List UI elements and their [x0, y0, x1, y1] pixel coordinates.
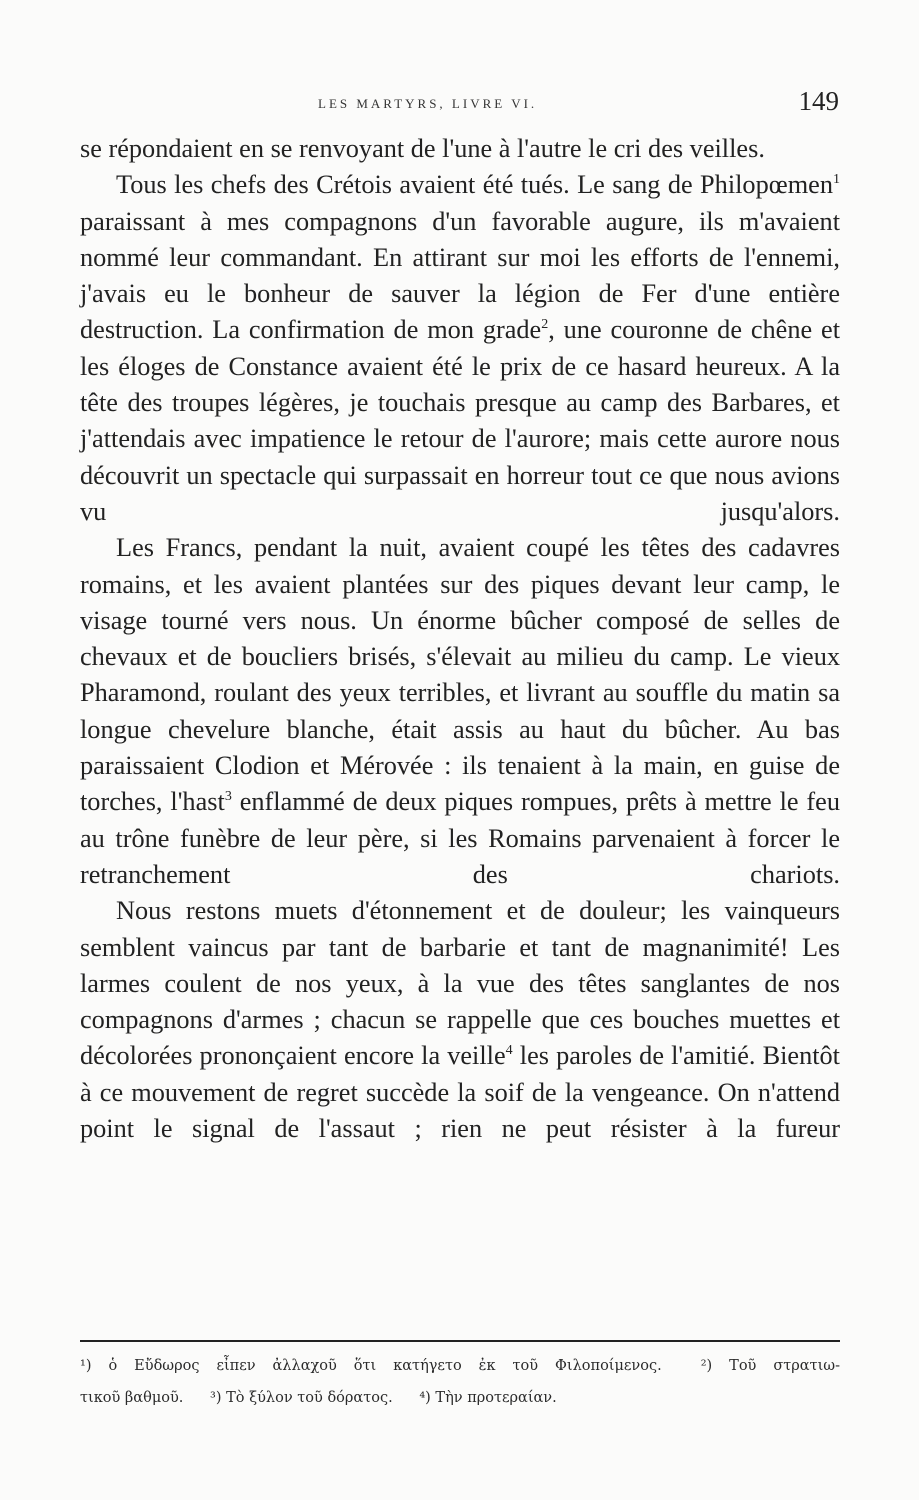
paragraph-1-text: se répondaient en se renvoyant de l'une à l'autre le cri des veilles. [80, 134, 765, 163]
page-number: 149 [798, 86, 839, 116]
footnote-3 [210, 1390, 393, 1406]
paragraph-3 [80, 530, 840, 893]
paragraph-1 [80, 131, 840, 167]
footnote-4-marker: ⁴) [419, 1390, 431, 1406]
footnote-3-marker: ³) [210, 1390, 222, 1406]
footnote-line-2 [80, 1382, 840, 1414]
footnotes [80, 1350, 840, 1414]
footnote-4 [419, 1390, 556, 1406]
footnote-ref-3: 3 [224, 789, 232, 805]
footnote-2-end: τικοῦ βαθμοῦ. [80, 1390, 184, 1406]
paragraph-4-text-a: Nous restons muets d'étonnement et de douleur; les vainqueurs semblent vaincus par tant de barbarie et tant de magnanimité! Les larmes coulent de nos yeux, à la vue des têtes sanglantes de nos compagnons d'armes ; chacun se rappelle que ces bouches muettes et décolorées prononçaient encore la veille [80, 896, 840, 1071]
paragraph-4-text-b: les paroles de l'amitié. Bientôt à ce mouvement de regret succède la soif de la vengeance. On n'attend point le signal de l'assaut ; rien ne peut résister à la fureur [80, 1041, 840, 1144]
footnote-1-marker: ¹) [80, 1358, 92, 1374]
paragraph-3-text-b: enflammé de deux piques rompues, prêts à mettre le feu au trône funèbre de leur père, si les Romains parvenaient à forcer le retranchement des chariots. [80, 787, 841, 889]
paragraph-2-text-c: , une couronne de chêne et les éloges de Constance avaient été le prix de ce hasard heureux. A la tête des troupes légères, je touchais presque au camp des Barbares, et j'attendais avec impatience le retour de l'aurore; mais cette aurore nous découvrit un spectacle qui surpassait en horreur tout ce que nous avions vu jusqu'alors. [80, 315, 841, 526]
footnote-ref-4: 4 [505, 1043, 513, 1059]
footnote-2-text-a: Τοῦ στρατιω- [729, 1358, 841, 1374]
running-title: LES MARTYRS, LIVRE VI. [318, 96, 538, 111]
running-head [80, 82, 839, 122]
footnote-ref-1: 1 [833, 172, 840, 188]
paragraph-3-text-a: Les Francs, pendant la nuit, avaient coupé les têtes des cadavres romains, et les avaient plantées sur des piques devant leur camp, le visage tourné vers nous. Un énorme bûcher composé de selles de chevaux et de boucliers brisés, s'élevait au milieu du camp. Le vieux Pharamond, roulant des yeux terribles, et livrant au souffle du matin sa longue chevelure blanche, était assis au haut du bûcher. Au bas paraissaient Clodion et Mérovée : ils tenaient à la main, en guise de torches, l'hast [80, 533, 840, 817]
paragraph-2-text-b: paraissant à mes compagnons d'un favorable augure, ils m'avaient nommé leur commandant. En attirant sur moi les efforts de l'ennemi, j'avais eu le bonheur de sauver la légion de Fer d'une entière destruction. La confirmation de mon grade [80, 206, 840, 345]
paragraph-2-text-a: Tous les chefs des Crétois avaient été tués. Le sang de Philopœmen [116, 170, 833, 200]
paragraph-2 [80, 167, 840, 530]
footnote-line-1 [80, 1350, 840, 1382]
paragraph-4 [80, 893, 840, 1147]
footnote-1 [80, 1358, 662, 1374]
footnote-separator-rule [80, 1340, 840, 1342]
footnote-2-marker: ²) [700, 1358, 713, 1374]
footnote-1-text: ὁ Εὔδωρος εἶπεν ἀλλαχοῦ ὅτι κατήγετο ἐκ τοῦ Φιλοποίμενος. [108, 1358, 662, 1374]
body-text [80, 131, 840, 1147]
footnote-4-text: Τὴν προτεραίαν. [435, 1390, 557, 1406]
footnote-ref-2: 2 [541, 317, 549, 333]
footnote-2-start [701, 1358, 840, 1374]
footnote-3-text: Τὸ ξύλον τοῦ δόρατος. [226, 1390, 393, 1406]
